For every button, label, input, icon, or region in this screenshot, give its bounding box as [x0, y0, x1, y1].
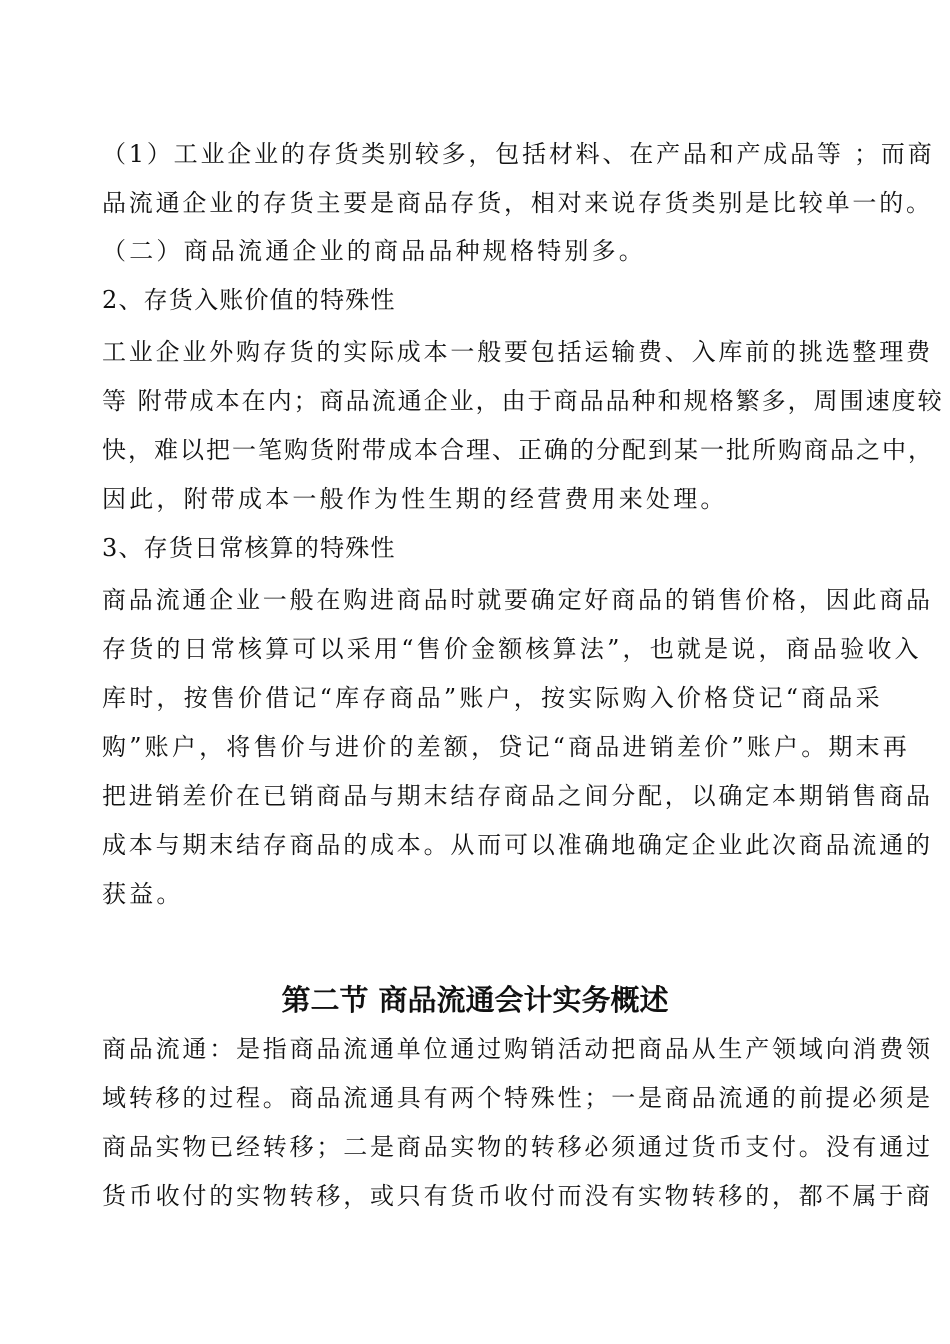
- paragraph-line: 购”账户，将售价与进价的差额，贷记“商品进销差价”账户。期末再: [102, 733, 911, 761]
- paragraph-line: 商品流通：是指商品流通单位通过购销活动把商品从生产领域向消费领: [102, 1035, 933, 1063]
- paragraph-line: 域转移的过程。商品流通具有两个特殊性；一是商品流通的前提必须是: [102, 1084, 933, 1112]
- subheading-line: 3、存货日常核算的特殊性: [102, 534, 396, 562]
- paragraph-line: 货币收付的实物转移，或只有货币收付而没有实物转移的，都不属于商: [102, 1182, 933, 1210]
- paragraph-line: （二）商品流通企业的商品品种规格特别多。: [102, 237, 646, 265]
- paragraph-line: 商品流通企业一般在购进商品时就要确定好商品的销售价格，因此商品: [102, 586, 933, 614]
- paragraph-line: 品流通企业的存货主要是商品存货，相对来说存货类别是比较单一的。: [102, 189, 933, 217]
- paragraph-line: 快，难以把一笔购货附带成本合理、正确的分配到某一批所购商品之中，: [102, 436, 934, 464]
- paragraph-line: 把进销差价在已销商品与期末结存商品之间分配，以确定本期销售商品: [102, 782, 933, 810]
- paragraph-line: （1）工业企业的存货类别较多，包括材料、在产品和产成品等 ；而商: [102, 140, 935, 168]
- section-heading: 第二节 商品流通会计实务概述: [281, 983, 669, 1017]
- subheading-line: 2、存货入账价值的特殊性: [102, 286, 396, 314]
- paragraph-line: 等 附带成本在内；商品流通企业，由于商品品种和规格繁多，周围速度较: [102, 387, 944, 415]
- paragraph-line: 库时，按售价借记“库存商品”账户，按实际购入价格贷记“商品采: [102, 684, 883, 712]
- paragraph-line: 获益。: [102, 880, 184, 908]
- paragraph-line: 成本与期末结存商品的成本。从而可以准确地确定企业此次商品流通的: [102, 831, 933, 859]
- paragraph-line: 存货的日常核算可以采用“售价金额核算法”，也就是说，商品验收入: [102, 635, 922, 663]
- paragraph-line: 工业企业外购存货的实际成本一般要包括运输费、入库前的挑选整理费: [102, 338, 933, 366]
- paragraph-line: 因此，附带成本一般作为性生期的经营费用来处理。: [102, 485, 728, 513]
- paragraph-line: 商品实物已经转移；二是商品实物的转移必须通过货币支付。没有通过: [102, 1133, 933, 1161]
